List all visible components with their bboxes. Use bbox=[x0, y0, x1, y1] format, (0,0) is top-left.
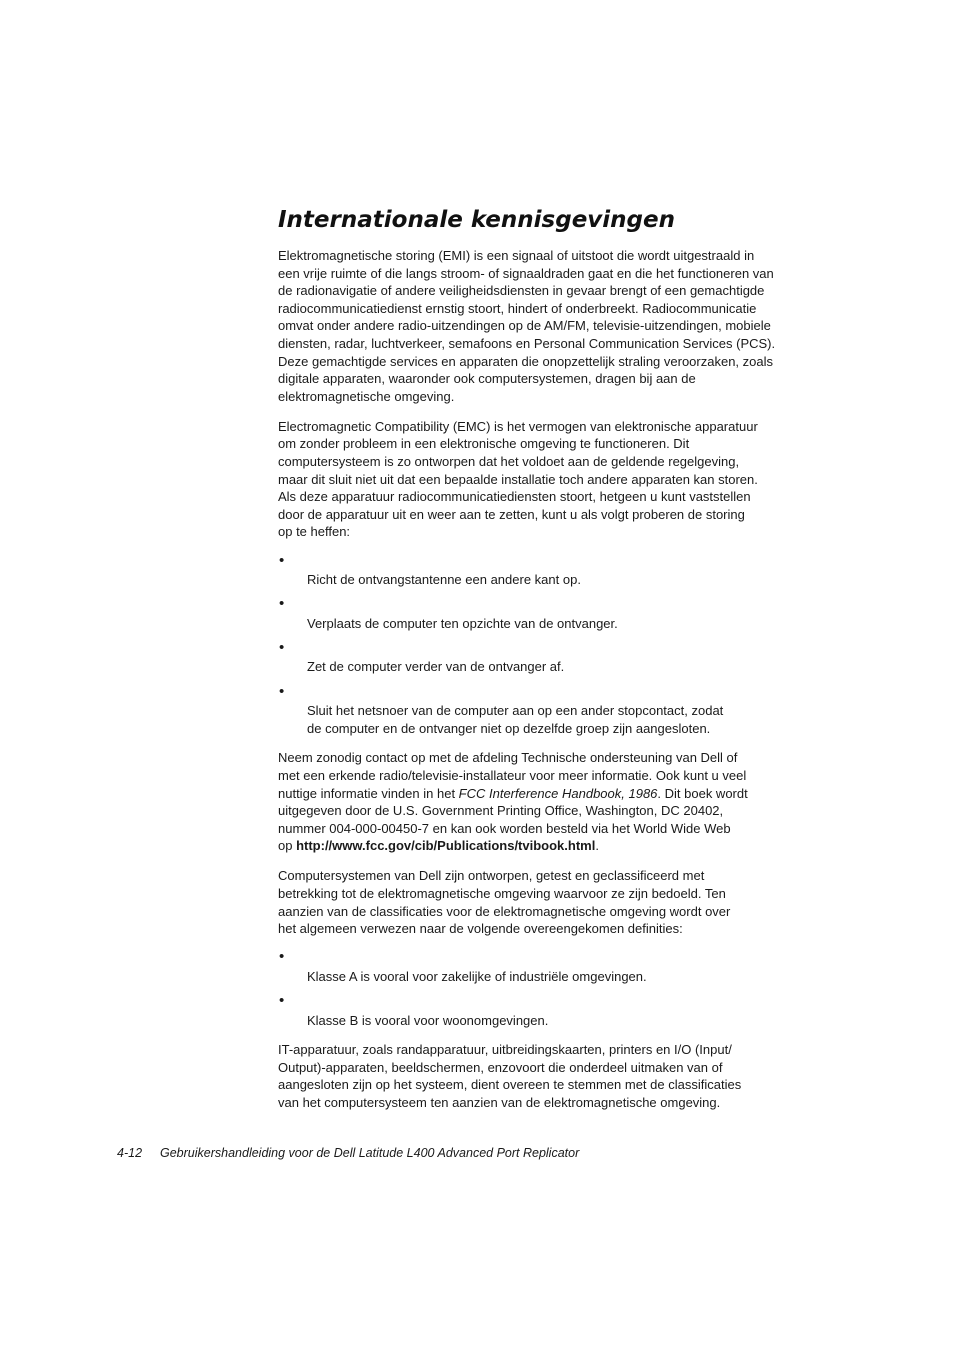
list-item bbox=[278, 597, 826, 632]
list-item-text: Verplaats de computer ten opzichte van de ontvanger. bbox=[307, 615, 618, 631]
list-item-text: Zet de computer verder van de ontvanger af. bbox=[307, 659, 565, 675]
page-footer bbox=[117, 1145, 579, 1161]
list-item bbox=[278, 682, 826, 738]
fcc-link[interactable]: http://www.fcc.gov/cib/Publications/tvibook.html bbox=[296, 838, 596, 854]
bullet-icon: • bbox=[279, 551, 285, 569]
paragraph-contact-text-1: Neem zonodig contact op met de afdeling Technische ondersteuning van Dell of met een erkende radio/televisie-installateur voor meer informatie. Ook kunt u veel nuttige informatie vinden in het bbox=[278, 750, 747, 801]
page-content bbox=[278, 203, 826, 1124]
bullet-icon: • bbox=[279, 595, 285, 613]
page-number: 4-12 bbox=[117, 1146, 143, 1160]
paragraph-contact-text-2: . Dit boek wordt uitgegeven door de U.S. Government Printing Office, Washington, DC 20402, nummer 004-000-00450-7 en kan ook worden besteld via het World Wide Web op bbox=[278, 785, 748, 854]
list-item bbox=[278, 638, 826, 676]
bullet-icon: • bbox=[279, 948, 285, 966]
bullet-list-remedies bbox=[278, 551, 826, 738]
list-item-text: Klasse B is vooral voor woonomgevingen. bbox=[307, 1012, 549, 1028]
list-item bbox=[278, 551, 826, 589]
paragraph-contact-text-3: . bbox=[595, 838, 599, 854]
bullet-list-classes bbox=[278, 950, 826, 1029]
paragraph-contact bbox=[278, 749, 826, 855]
paragraph-emi: Elektromagnetische storing (EMI) is een signaal of uitstoot die wordt uitgestraald in een vrije ruimte of die langs stroom- of signaaldraden gaat en die het functioneren van de radionavigatie of andere veiligheidsdiensten in gevaar brengt of een gemachtigde radiocommunicatiedienst ernstig stoort, hindert of onderbreekt. Radiocommunicatie omvat onder andere radio-uitzendingen op de AM/FM, televisie-uitzendingen, mobiele diensten, radar, luchtverkeer, semafoons en Personal Communication Services (PCS). Deze gemachtigde services en apparaten die onopzettelijk straling veroorzaken, zoals digitale apparaten, waaronder ook computersystemen, dragen bij aan de elektromagnetische omgeving. bbox=[278, 248, 776, 404]
page-title: Internationale kennisgevingen bbox=[278, 207, 675, 233]
list-item bbox=[278, 950, 826, 985]
handbook-title: FCC Interference Handbook, 1986 bbox=[458, 785, 658, 801]
bullet-icon: • bbox=[279, 682, 285, 700]
list-item bbox=[278, 991, 826, 1029]
list-item-text: Sluit het netsnoer van de computer aan op een ander stopcontact, zodat de computer en de ontvanger niet op dezelfde groep zijn aangesloten. bbox=[307, 703, 724, 736]
bullet-icon: • bbox=[279, 991, 285, 1009]
list-item-text: Richt de ontvangstantenne een andere kant op. bbox=[307, 572, 581, 588]
paragraph-classification: Computersystemen van Dell zijn ontworpen, getest en geclassificeerd met betrekking tot de elektromagnetische omgeving waarvoor ze zijn bedoeld. Ten aanzien van de classificaties voor de elektromagnetische omgeving wordt over het algemeen verwezen naar de volgende overeengekomen definities: bbox=[278, 868, 731, 937]
bullet-icon: • bbox=[279, 638, 285, 656]
paragraph-it-equipment: IT-apparatuur, zoals randapparatuur, uitbreidingskaarten, printers en I/O (Input/ Output)-apparaten, beeldschermen, enzovoort die onderdeel uitmaken van of aangesloten zijn op het systeem, dient overeen te stemmen met de classificaties van het computersysteem ten aanzien van de elektromagnetische omgeving. bbox=[278, 1042, 742, 1110]
paragraph-emc: Electromagnetic Compatibility (EMC) is het vermogen van elektronische apparatuur om zonder probleem in een elektronische omgeving te functioneren. Dit computersysteem is zo ontworpen dat het voldoet aan de geldende regelgeving, maar dit sluit niet uit dat een bepaalde installatie toch andere apparaten kan storen. Als deze apparatuur radiocommunicatiediensten stoort, hetgeen u kunt vaststellen door de apparatuur uit en weer aan te zetten, kunt u als volgt proberen de storing op te heffen: bbox=[278, 418, 758, 540]
list-item-text: Klasse A is vooral voor zakelijke of industriële omgevingen. bbox=[307, 968, 647, 984]
footer-title: Gebruikershandleiding voor de Dell Latitude L400 Advanced Port Replicator bbox=[160, 1146, 580, 1160]
